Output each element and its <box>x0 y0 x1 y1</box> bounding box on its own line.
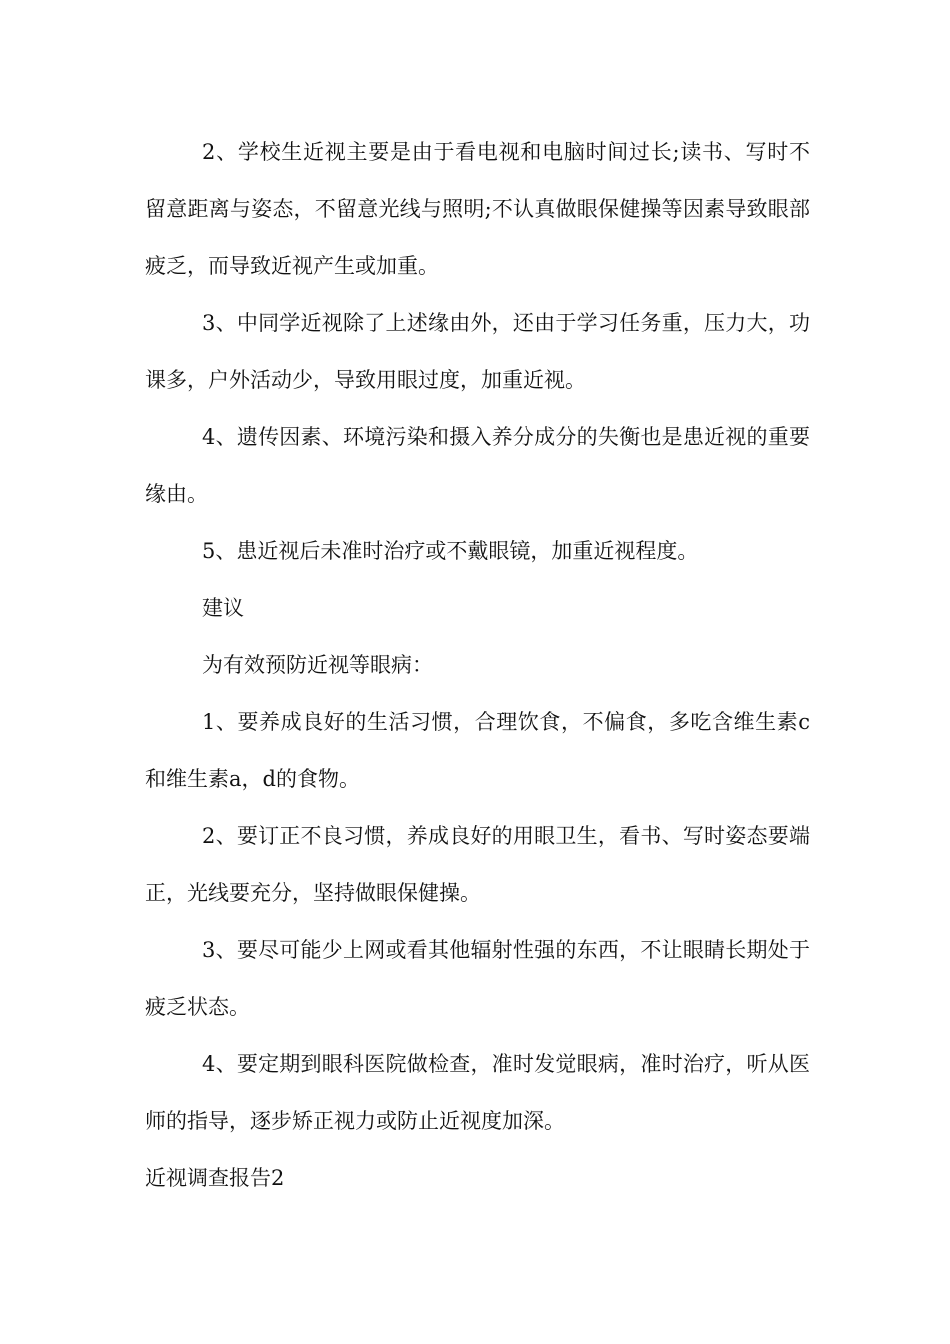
suggestion-item-3: 3、要尽可能少上网或看其他辐射性强的东西，不让眼睛长期处于疲乏状态。 <box>145 938 810 1019</box>
paragraph-cause-2: 2、学校生近视主要是由于看电视和电脑时间过长;读书、写时不留意距离与姿态，不留意光线与照明;不认真做眼保健操等因素导致眼部疲乏，而导致近视产生或加重。 <box>145 140 810 278</box>
next-section-title: 近视调查报告2 <box>145 1166 285 1190</box>
paragraph-cause-5: 5、患近视后未准时治疗或不戴眼镜，加重近视程度。 <box>202 539 699 563</box>
paragraph-cause-3: 3、中同学近视除了上述缘由外，还由于学习任务重，压力大，功课多，户外活动少，导致用眼过度，加重近视。 <box>145 311 810 392</box>
document-body <box>145 124 810 1207</box>
suggestion-item-2: 2、要订正不良习惯，养成良好的用眼卫生，看书、写时姿态要端正，光线要充分，坚持做眼保健操。 <box>145 824 810 905</box>
paragraph-cause-4: 4、遗传因素、环境污染和摄入养分成分的失衡也是患近视的重要缘由。 <box>145 425 810 506</box>
suggestion-heading: 建议 <box>202 596 244 620</box>
suggestion-intro: 为有效预防近视等眼病： <box>202 653 433 677</box>
suggestion-item-1: 1、要养成良好的生活习惯，合理饮食，不偏食，多吃含维生素c和维生素a，d的食物。 <box>145 710 810 791</box>
suggestion-item-4: 4、要定期到眼科医院做检查，准时发觉眼病，准时治疗，听从医师的指导，逐步矫正视力或防止近视度加深。 <box>145 1052 810 1133</box>
